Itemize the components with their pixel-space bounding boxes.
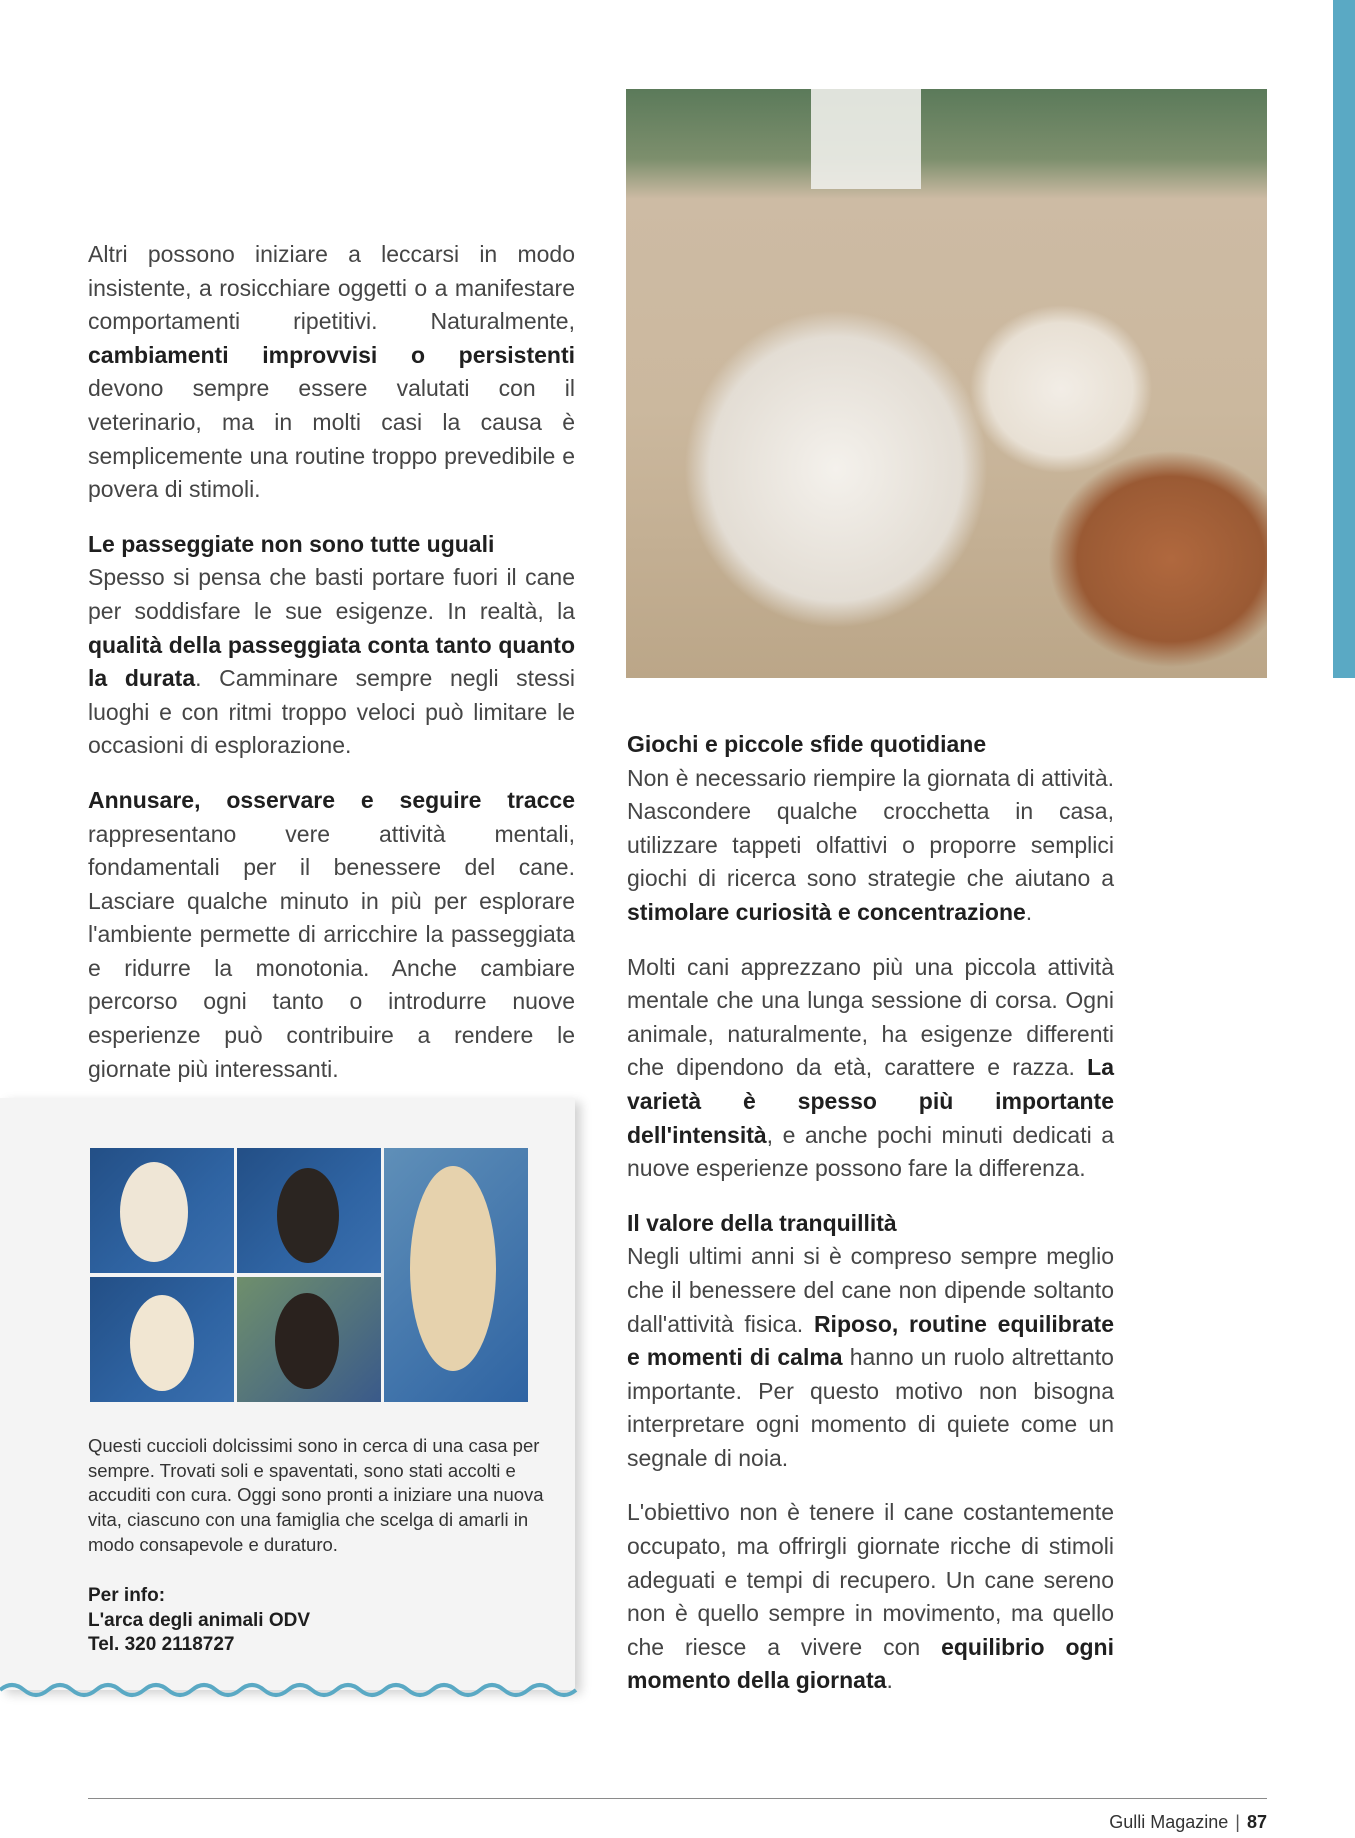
paragraph: L'obiettivo non è tenere il cane costantemente occupato, ma offrirgli giornate ricche di stimoli adeguati e tempi di recupero. Un cane sereno non è quello sempre in movimento, ma quello che riesce a vivere con equilibrio ogni momento della giornata. [627, 1499, 1114, 1694]
paragraph: Annusare, osservare e seguire tracce rappresentano vere attività mentali, fondamentali per il benessere del cane. Lasciare qualche minuto in più per esplorare l'ambiente permette di arricchire la passeggiata e ridurre la monotonia. Anche cambiare percorso ogni tanto o introdurre nuove esperienze può contribuire a rendere le giornate più interessanti. [88, 786, 575, 1082]
dogs-on-beach-photo [626, 89, 1267, 678]
puppy-photo [237, 1148, 381, 1273]
contact-info [88, 1584, 558, 1658]
puppy-photo [237, 1277, 381, 1402]
right-column [627, 728, 1114, 1719]
footer-rule [88, 1798, 1267, 1799]
wave-decoration [0, 1678, 578, 1702]
adoption-caption: Questi cuccioli dolcissimi sono in cerca di una casa per sempre. Trovati soli e spaventati, sono stati accolti e accuditi con cura. Oggi sono pronti a iniziare una nuova vita, ciascuno con una famiglia che scelga di amarli in modo consapevole e duraturo. [88, 1435, 544, 1555]
left-column [88, 238, 575, 1107]
paragraph: Molti cani apprezzano più una piccola attività mentale che una lunga sessione di corsa. Ogni animale, naturalmente, ha esigenze differenti che dipendono da età, carattere e razza. La varietà è spesso più importante dell'intensità, e anche pochi minuti dedicati a nuove esperienze possono fare la differenza. [627, 953, 1114, 1182]
info-phone: Tel. 320 2118727 [88, 1634, 235, 1655]
paragraph: Non è necessario riempire la giornata di attività. Nascondere qualche crocchetta in casa, utilizzare tappeti olfattivi o proporre semplici giochi di ricerca sono strategie che aiutano a stimolare curiosità e concentrazione. [627, 764, 1114, 925]
puppy-photo-grid [90, 1148, 528, 1403]
paragraph: Altri possono iniziare a leccarsi in modo insistente, a rosicchiare oggetti o a manifestare comportamenti ripetitivi. Naturalmente, cambiamenti improvvisi o persistenti devono sempre essere valutati con il veterinario, ma in molti casi la causa è semplicemente una routine troppo prevedibile e povera di stimoli. [88, 241, 575, 503]
puppy-photo [90, 1148, 234, 1273]
section-heading: Giochi e piccole sfide quotidiane [627, 731, 987, 757]
section-heading: Le passeggiate non sono tutte uguali [88, 530, 495, 557]
puppy-photo [90, 1277, 234, 1402]
paragraph: Negli ultimi anni si è compreso sempre meglio che il benessere del cane non dipende soltanto dall'attività fisica. Riposo, routine equilibrate e momenti di calma hanno un ruolo altrettanto importante. Per questo motivo non bisogna interpretare ogni momento di quiete come un segnale di noia. [627, 1243, 1114, 1471]
footer-separator: | [1235, 1812, 1240, 1832]
info-label: Per info: [88, 1585, 166, 1606]
section-heading: Il valore della tranquillità [627, 1209, 897, 1236]
page-number: 87 [1246, 1812, 1267, 1832]
info-organization: L'arca degli animali ODV [88, 1609, 311, 1631]
lifeguard-tower-shape [811, 89, 921, 189]
paragraph: Spesso si pensa che basti portare fuori il cane per soddisfare le sue esigenze. In realtà, la qualità della passeggiata conta tanto quanto la durata. Camminare sempre negli stessi luoghi e con ritmi troppo veloci può limitare le occasioni di esplorazione. [88, 564, 575, 759]
section-color-tab [1333, 0, 1355, 678]
puppy-photo [384, 1148, 528, 1402]
page-footer [1109, 1812, 1267, 1833]
magazine-name: Gulli Magazine [1109, 1812, 1229, 1832]
